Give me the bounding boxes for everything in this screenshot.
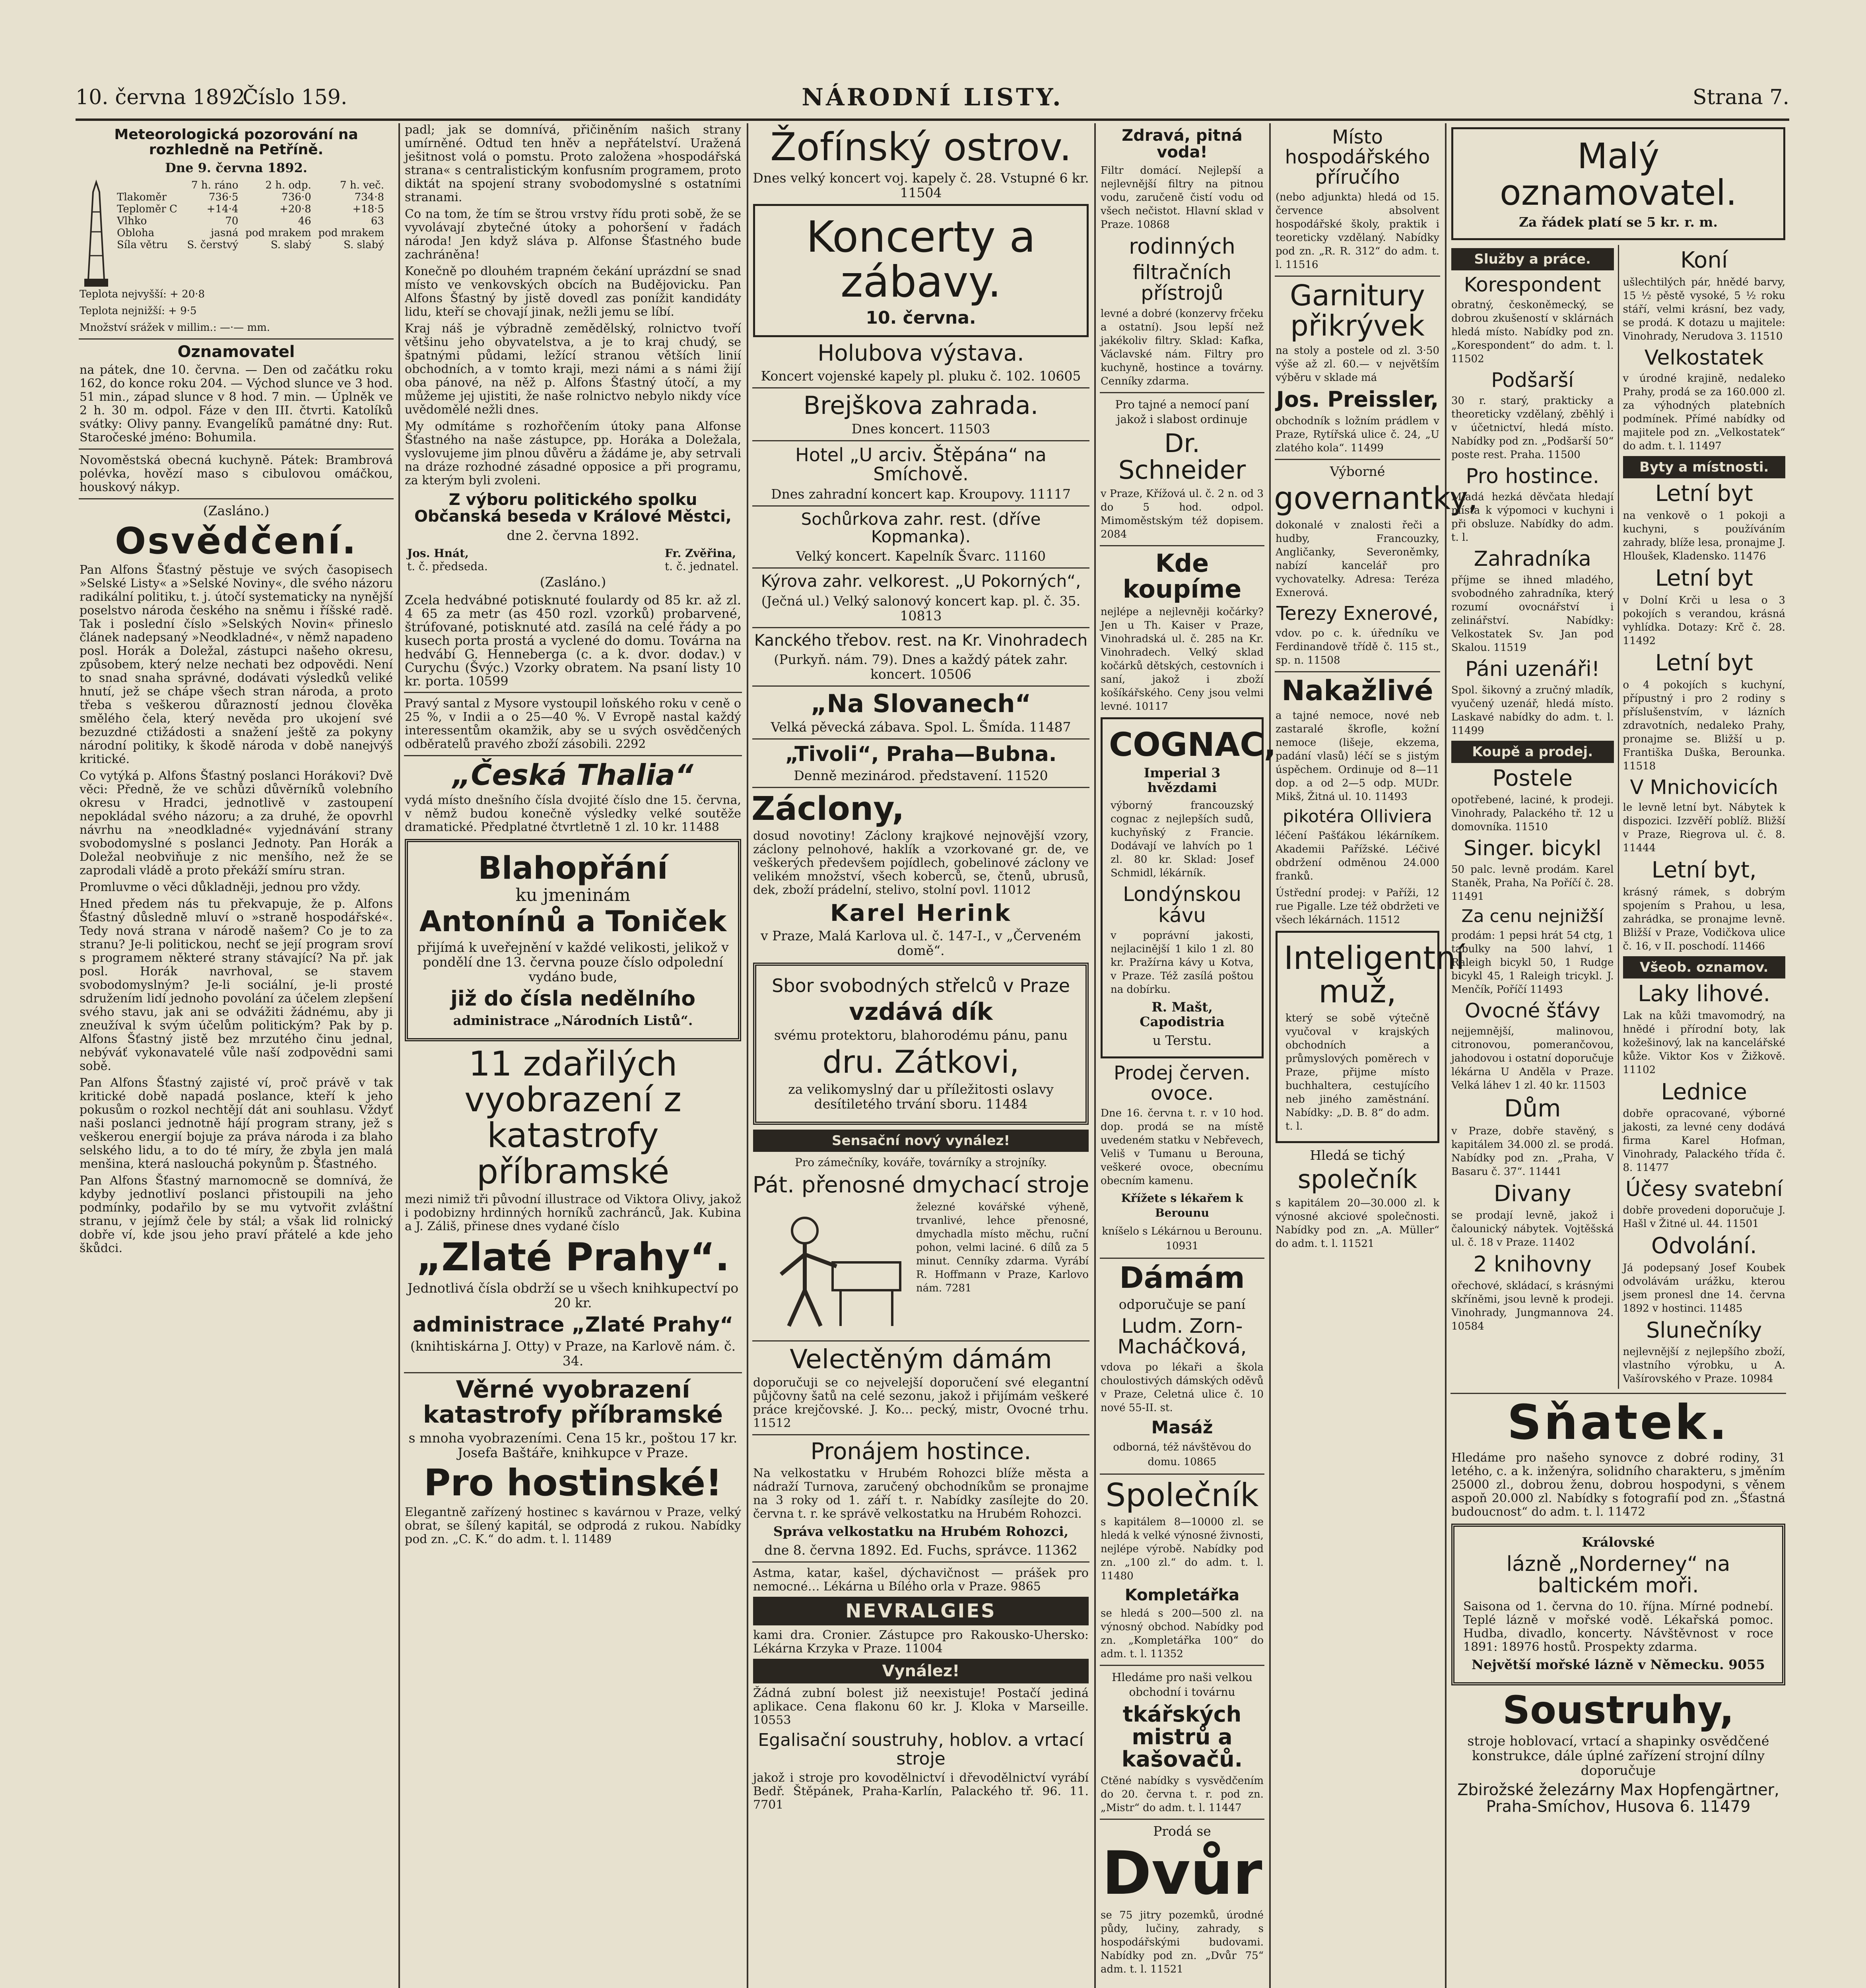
rule [752,1561,1089,1563]
lednice-text: dobře opracované, výborné jakosti, za levné ceny dodává firma Karel Hofman, Vinohrady, Palackého třída č. 8. 11477 [1623,1108,1785,1174]
egal-title: Egalisační soustruhy, hoblov. a vrtací stroje [758,1730,1084,1769]
podsarsi-title: Podšarší [1491,369,1574,392]
governantky-text: dokonalé v znalosti řeči a hudby, Francouzky, Angličanky, Severoněmky, nabízí kancelář pro vychovatelky. Adresa: Teréza Exnerová. [1276,519,1439,599]
egal-text: jakož i stroje pro kovodělnictví i dřevodělnictví vyrábí Bedř. Štěpánek, Praha-Karlín, Palackého tř. 96. 11. 7701 [753,1771,1089,1812]
rule [1275,276,1440,277]
letni-byt-title: Letní byt [1655,565,1753,591]
zorn-title: Ludm. Zorn-Macháčková, [1117,1314,1247,1359]
exner-title: Terezy Exnerové, [1276,602,1439,625]
divany-title: Divany [1493,1180,1571,1207]
ovoce-title: Prodej červen. ovoce. [1113,1062,1250,1105]
rule [1100,1819,1264,1820]
meteo-row: Teploměr C +14·4 +20·8 +18·5 [117,203,384,215]
kanc-title: Kanckého třebov. rest. na Kr. Vinohradech [754,631,1088,650]
maly-oznamovatel-box: Malý oznamovatel. Za řádek platí se 5 kr. r. m. [1451,127,1785,240]
column-1 [76,123,397,1988]
oznamovatel-title: Oznamovatel [177,342,295,361]
section-sluzby: Služby a práce. [1451,248,1614,270]
spolecnik-title: Společník [1105,1477,1259,1514]
thalia-text: vydá místo dnešního čísla dvojité číslo dne 15. června, v němž budou konečně výsledky velké soutěže dramatické. Předplatné čtvrtletně 1 zl. 10 kr. 11488 [405,793,741,834]
oznamovatel-text: na pátek, dne 10. června. — Den od začátku roku 162, do konce roku 204. — Východ slunce ve 3 hod. 51 min., západ slunce v 8 hod. 7 min. — Úplněk ve 2 h. 30 m. odpol. Fáze v den III. čtvrti. Katolíků svátky: Olivy panny. Evangelíků památné dny: Rut. Staročeské jméno: Bohumila. [80,363,393,445]
letni-byt-title: Letní byt, [1651,857,1757,883]
zaclony-title: Záclony, [751,790,905,828]
pokorny-text: (Ječná ul.) Velký salonový koncert kap. pl. č. 35. 10813 [761,593,1081,623]
rule [1100,1474,1264,1475]
rule [752,685,1089,687]
foulardy-ad: Zcela hedvábné potisknuté foulardy od 85 kr. až zl. 4 65 za metr (as 450 rozl. vzorků) probarvené, štrúfované, potisknuté atd. zasílá na celé řády a po kusech porta prostá a vyclené do domu. Továrna na hedvábí G. Henneberga (c. a k. dvor. dodav.) v Curychu (Švýc.) Vzorky obratem. Na psaní listy 10 kr. porta. 10599 [405,592,741,689]
pokorny-title: Kýrova zahr. velkorest. „U Pokorných“, [761,571,1081,591]
dum-title: Dům [1504,1094,1561,1122]
postele-text: opotřebené, laciné, k prodeji. Vinohrady, Palackého tř. 12 u domovníka. 11510 [1451,794,1614,833]
issue-number: Číslo 159. [243,85,348,109]
osvedceni-paragraph: Co vytýká p. Alfons Šťastný poslanci Horákovi? Dvě věci: Předně, že ve schůzi důvěrníků volebního okresu v Hradci, jednotlivě v zastoupení nepokládal svého názoru; a za druhé, že opovrhl návrhu na »neodkladné« vyjednávání strany svobodomyslné s poslanci Jednoty. Pan Horák a Doležal neobviňuje z nic menšího, než že se zaprodali vládě a proto překáží smíru stran. [80,769,393,878]
hostince-title: Pro hostince. [1466,464,1600,488]
hleda-text: Hledáme pro naši velkou obchodní i továrnu [1112,1671,1252,1699]
zofin-text: Dnes velký koncert voj. kapely č. 28. Vstupné 6 kr. 11504 [753,170,1089,200]
column-divider [1094,123,1096,1988]
snatek-title: Sňatek. [1507,1395,1730,1450]
rule [1100,545,1264,546]
krizet-text: kníšelo s Lékárnou u Berounu. 10931 [1102,1225,1262,1252]
damam2-text: odporučuje se paní [1118,1296,1246,1312]
meteo-row: Tlakoměr 736·5 736·0 734·8 [117,191,384,203]
astma-ad: Astma, katar, kašel, dýchavičnost — prášek pro nemocné… Lékárna u Bílého orla v Praze. 9865 [753,1566,1089,1594]
rule [752,627,1089,628]
zlate-prahy-text: Jednotlivá čísla obdrží se u všech knihkupectví po 20 kr. [407,1280,739,1310]
velkostatek-title: Velkostatek [1644,346,1764,370]
hostince-text: Mladá hezká děvčata hledají místa k výpomoci v kuchyni i při obsluze. Nabídky do adm. t. l. [1451,491,1614,544]
column-divider [747,123,748,1988]
thalia-title: „Česká Thalia“ [452,758,693,792]
meteo-date: Dne 9. června 1892. [165,160,307,175]
rule [79,338,394,340]
spolecnik-text: s kapitálem 8—10000 zl. se hledá k velké výnosné živnosti, nejlépe výrobě. Nabídky pod zn. „100 zl.“ do adm. t. l. 11480 [1101,1516,1264,1582]
zorn-text: vdova po lékaři a škola choulostivých dámských oděvů v Praze, Celetná ulice č. 10 nové 55-II. st. [1101,1361,1264,1414]
stepan-text: Dnes zahradní koncert kap. Kroupovy. 11117 [771,486,1071,502]
hostinec-date: dne 8. června 1892. Ed. Fuchs, správce. 11362 [764,1542,1078,1558]
rule [404,1372,742,1373]
rule [1100,1258,1264,1259]
meteo-table: 7 h. ráno 2 h. odp. 7 h. več. Tlakoměr 736·5 736·0 734·8 Teploměr C +14·4 +20·8 +18·5 Vlhko 70 46 63 Obloha jasná pod mrakem pod mrakem Síla větru S. čerstvý S. slabý S. slabý [115,179,386,251]
damam-title: Velectěným dámám [790,1344,1052,1375]
holubova-text: Koncert vojenské kapely pl. pluku č. 102. 10605 [761,368,1081,384]
spolecnik2-title: společník [1297,1165,1417,1195]
slovanech-text: Velká pěvecká zábava. Spol. L. Šmída. 11487 [771,719,1071,735]
dymchci-banner: Sensační nový vynález! [753,1130,1089,1152]
koupime-title: Kde koupíme [1122,549,1242,604]
hostinec-signature: Správa velkostatku na Hrubém Rohozci, [773,1524,1069,1540]
classified-columns [1447,245,1789,1389]
stepan-title: Hotel „U arciv. Štěpána“ na Smíchově. [795,444,1047,485]
osvedceni-paragraph: Pan Alfons Šťastný pěstuje ve svých časopisech »Selské Listy« a »Selské Noviny«, dle svého názoru radikální politiku, t. j. útočí systematicky na nynější poselstvo národa českého na sněmu i říšské radě. Tak i poslední číslo »Selských Novin« přineslo článek nadepsaný »Neodkladné«, v němž napadeno posl. Horák a Doležal, zástupci našeho okresu, způsobem, který nelze nechati bez odpovědi. Není to snad snaha správné, dodávati výsledků veliké hnutí, jež se chápe všech stran národa, a proto třeba s veškerou důrazností jednou člověka smělého čela, který nevěda pro ukojení své bezuzdné ctižádosti a snažení ještě za pokyny národní politiky, k škodě národa v době nanejvýš kritické. [80,563,393,767]
postele-title: Postele [1492,765,1573,791]
koni-text: ušlechtilých pár, hnědé barvy, 15 ½ pěstě vysoké, 5 ½ roku stáří, velmi krásní, bez vady, se prodá. K dotazu u majitele: Vinohrady, Nerudova 3. 11510 [1623,276,1785,342]
letni-byt-text: o 4 pokojích s kuchyní, přípustný i pro 2 rodiny s příslušenstvím, v lázních zdravotních, nedaleko Prahy, pronajme se. Bližší u p. Františka Duška, Berounka. 11518 [1623,679,1785,772]
misto-text: (nebo adjunkta) hledá od 15. července absolvent hospodářské školy, praktik i teoreticky vzdělaný. Nabídky pod zn. „R. R. 312“ do adm. t. l. 11516 [1276,191,1439,271]
mnichovice-title: V Mnichovicích [1630,775,1779,799]
tivoli-title: „Tivoli“, Praha—Bubna. [785,742,1057,766]
spolecnik2-pre: Hledá se tichý [1310,1147,1405,1163]
podsarsi-text: 30 r. starý, prakticky a theoreticky vzdělaný, zběhlý i v účetnictví, hledá místo. Nabídky pod zn. „Podšarší 50“ poste rest. Praha. 11500 [1451,394,1614,461]
tivoli-text: Denně mezinárod. představení. 11520 [794,768,1048,784]
vynalez-text: Žádná zubní bolest již neexistuje! Postačí jediná aplikace. Cena flakonu 60 kr. J. Kloka v Marseille. 10553 [753,1686,1089,1728]
vyobrazeni-text: s mnoha vyobrazeními. Cena 15 kr., poštou 17 kr. Josefa Baštáře, knihkupce v Praze. [408,1430,738,1461]
pribram-title: 11 zdařilých vyobrazení z katastrofy příbramské [464,1044,682,1192]
uzenari-text: Spol. šikovný a zručný mladík, vyučený uzenář, hledá místo. Laskavé nabídky do adm. t. l. 11499 [1451,684,1614,737]
section-koupe: Koupě a prodej. [1451,741,1614,763]
nevralgie-banner: NEVRALGIES [753,1597,1089,1625]
page-number: Strana 7. [1692,85,1789,109]
knihovny-text: ořechové, skládací, s krásnými skříněmi, jsou levně k prodeji. Vinohrady, Jungmannova 24. 10584 [1451,1280,1614,1333]
ucesy-text: dobře provedeni doporučuje J. Hašl v Žitné ul. 44. 11501 [1623,1204,1785,1230]
rule [1100,392,1264,393]
header-rule [76,118,1789,121]
pribram-text: mezi nimiž tři původní illustrace od Viktora Olivy, jakož i podobizny hrdinných horníků zachránců, Jak. Kubina a J. Záliš, přinese dnes vydané číslo [405,1192,741,1233]
rule [752,1434,1089,1435]
ovocne-title: Ovocné šťávy [1464,999,1600,1023]
korespondent-title: Korespondent [1464,273,1601,296]
letni-byt-text: v Dolní Krči u lesa o 3 pokojích s verandou, krásná vyhlídka. Dotazy: Krč č. 28. 11492 [1623,594,1785,647]
preissler-text: obchodník s ložním prádlem v Praze, Rytířská ulice č. 24, „U zlatého kola“. 11499 [1276,415,1439,454]
singer-title: Singer. bicykl [1464,837,1602,861]
zaclony-text: dosud novotiny! Záclony krajkové nejnovější vzory, záclony pelnohové, haklík a vzorkované gr. de, ve veškerých předevšem pojídlech, gobelinové záclony ve velikém množství, všech koberců, se, čtenů, ubrusů, dek, zboží prádelní, stelivo, stolní povl. 11012 [753,829,1089,897]
article-paragraph: Kraj náš je výbradně zemědělský, rolnictvo tvoří většinu jeho obyvatelstva, a je to kraj chudý, se špatnými půdami, ležící stranou větších linií obchodních, a v tomto kraji, mezi námi a s námi žijí oba pánové, na něž p. Alfons Šťastný útočí, a my můžeme jej ujistiti, že naše rolnictvo nebylo nikdy více uvědomělé nežli dnes. [405,322,741,417]
zahradnik-text: příjme se ihned mladého, svobodného zahradníka, který rozumí ovocnářství i zelinářství. Nabídky: Velkostatek Sv. Jan pod Skalou. 11519 [1451,574,1614,654]
soustruhy-text: stroje hoblovací, vrtací a shapinky osvědčené konstrukce, dále úplné zařízení strojní dílny doporučuje [1467,1733,1769,1778]
uzenari-title: Páni uzenáři! [1465,657,1600,681]
brejska-text: Dnes koncert. 11503 [851,421,990,437]
section-byty: Byty a místnosti. [1623,456,1786,478]
kompl-title: Kompletářka [1124,1586,1240,1604]
letni-byt-title: Letní byt [1655,650,1753,676]
vybor-date: dne 2. června 1892. [507,528,639,543]
osvedceni-paragraph: Pan Alfons Šťastný zajisté ví, proč právě v tak kritické době napadá poslance, kteří k jeho pokusům o rozkol nechtějí dát ani souhlasu. Vždyť naši poslanci jednotně hájí program strany, jež s veškerou energií bojuje za práva národa i za blaho selského lidu, a to do té míry, že zbyla jen malá menšina, která naslouchá pokynům p. Šťastného. [80,1076,393,1171]
divany-text: se prodají levně, jakož i čalounický nábytek. Vojtěšská ul. č. 18 v Praze. 11402 [1451,1209,1614,1249]
exner-text: vdov. po c. k. úředníku ve Ferdinandově třídě č. 115 st., sp. n. 11508 [1276,627,1439,667]
odvolani-title: Odvolání. [1651,1233,1757,1259]
misto-title: Místo hospodářského příručího [1285,126,1430,188]
dvur-title: Dvůr [1102,1839,1262,1908]
slunecniky-title: Slunečníky [1646,1317,1762,1343]
article-paragraph: Co na tom, že tím se štrou vrstvy řídu proti sobě, že se vyvolávají zbytečné útoky a pohoršení v řadách národa! Jen když sláva p. Alfonse Šťastného bude zachráněna! [405,207,741,262]
column-2 [401,123,745,1988]
dymchci-sub: Pro zámečníky, kováře, továrníky a strojníky. [795,1156,1047,1169]
velkostatek-text: v úrodné krajině, nedaleko Prahy, prodá se za 160.000 zl. za výhodných platebních podmínek. Přímé nabídky od majitele pod zn. „Velkostatek“ do adm. t. l. 11497 [1623,373,1785,452]
schneider-text: v Praze, Křížová ul. č. 2 n. od 3 do 5 hod. odpol. Mimoměstským též dopisem. 2084 [1101,488,1264,541]
letni-byt-text: krásný rámek, s dobrým spojením s Prahou, u lesa, zahrádka, se pronajme levně. Bližší v Praze, Vodičkova ulice č. 16, v II. poschodí. 11466 [1623,886,1785,952]
filtr-title: filtračních přístrojů [1132,260,1232,305]
dum-text: v Praze, dobře stavěný, s kapitálem 34.000 zl. se prodá. Nabídky pod zn. „Praha, V Basaru č. 37“. 11441 [1451,1125,1614,1178]
letni-byt-text: na venkově o 1 pokoji a kuchyni, s používáním zahrady, blíže lesa, pronajme J. Hloušek, Kladensko. 11476 [1623,509,1785,562]
slovanech-title: „Na Slovanech“ [810,689,1031,718]
vyborne-label: Výborné [1330,464,1385,480]
slunecniky-text: nejlevnější z nejlepšího zboží, vlastního výrobku, u A. Vašírovského v Praze. 10984 [1623,1345,1785,1385]
spolecnik2-text: s kapitálem 20—30.000 zl. k výnosné akciové společnosti. Nabídky pod zn. „A. Müller“ do adm. t. l. 11521 [1276,1197,1439,1250]
krizet-title: Křížete s lékařem k Berounu [1121,1192,1243,1220]
dymchci-title: Pát. přenosné dmychací stroje [752,1172,1089,1198]
oliveira-text: léčení Pašťákou lékárníkem. Akademii Pařížské. Léčivé obdržení odměnou 24.000 franků. [1276,830,1439,883]
rule [1100,1665,1264,1666]
rule [404,755,742,756]
koncerty-box: Koncerty a zábavy. 10. června. [753,204,1089,337]
dvur-text: se 75 jitry pozemků, úrodné půdy, lučiny, zahrady, s hospodářskými budovami. Nabídky pod zn. „Dvůr 75“ adm. t. l. 11521 [1101,1909,1264,1975]
letni-byt-title: Letní byt [1655,481,1753,507]
mistru-title: tkářských mistrů a kašovačů. [1121,1702,1243,1772]
rule [79,448,394,450]
ovocne-text: nejjemnější, malinovou, citronovou, pomerančovou, jahodovou i ostatní doporučuje lékárna U Anděla v Praze. Velká láhev 1 zl. 40 kr. 11503 [1451,1025,1614,1091]
column-5 [1272,123,1478,1988]
rule [1450,1393,1786,1394]
article-paragraph: My odmítáme s rozhořčením útoky pana Alfonse Šťastného na naše zástupce, pp. Horáka a Doležala, vyslovujeme jim plnou důvěru a žádáme je, aby setrvali na dráze rozhodné zásadné opposice a při programu, za kterým byli zvoleni. [405,419,741,487]
rodinnych-label: rodinných [1129,234,1235,259]
kanc-text: (Purkyň. nám. 79). Dnes a každý pátek zahr. koncert. 10506 [774,651,1068,682]
hostinec-title: Pronájem hostince. [810,1438,1031,1465]
rule [1275,459,1440,460]
column-3 [749,123,1093,1988]
damam2-title: Dámám [1119,1261,1245,1295]
soustruhy-title: Soustruhy, [1502,1687,1734,1732]
brejska-title: Brejškova zahrada. [803,390,1039,420]
classified-left [1447,245,1619,1389]
garnitury-text: na stoly a postele od zl. 3·50 výše až zl. 60.— v největším výběru v sklade má [1276,345,1439,384]
zlate-prahy-admin: administrace „Zlaté Prahy“ [412,1312,734,1337]
masaz-title: Masáž [1151,1417,1213,1438]
meteo-row: Síla větru S. čerstvý S. slabý S. slabý [117,239,384,251]
zdrava-title: Zdravá, pitná voda! [1122,126,1243,161]
mnichovice-text: le levně letní byt. Nábytek k dispozici. Izzvěří poblíž. Bližší v Praze, Riegrova ul. č. 8. 11444 [1623,802,1785,854]
blacksmith-icon [753,1203,912,1338]
rule [752,505,1089,507]
rule [79,498,394,499]
signatures: Jos. Hnát, t. č. předseda. Fr. Zvěřina, t. č. jednatel. [407,547,739,573]
schneider-title: Dr. Schneider [1118,429,1246,485]
ceny-title: Za cenu nejnižší [1461,906,1604,926]
column-6 [1447,123,1789,1988]
governantky-title: governantky, [1274,481,1478,517]
dymchci-text: železné kovářské výheně, trvanlivé, lehce přenosné, dmychadla místo měchu, ruční pohon, velmi laciné. 6 dílů za 5 minut. Cenníky zdarma. Vyrábí R. Hoffmann v Praze, Karlovo nám. 7281 [916,1201,1089,1295]
osvedceni-paragraph: Pan Alfons Šťastný marnomocně se domnívá, že kdyby jednotliví poslanci přistoupili na jeho podmínky, podařilo by se mu vytvořit zvláštní stranu, v jejímž čele by stál; a však lid rolnický dobře ví, kde jsou jeho praví přátelé a kde jeho škůdci. [80,1174,393,1256]
rule [752,567,1089,569]
paris-text: Ústřední prodej: v Paříži, 12 rue Pigalle. Lze též obdržeti ve všech lékárnách. 11512 [1276,887,1439,926]
hostinske-title: Pro hostinské! [423,1462,722,1505]
zaslano-label: (Zasláno.) [540,574,606,590]
meteo-row: Obloha jasná pod mrakem pod mrakem [117,227,384,239]
rule [752,440,1089,441]
hopfengartner: Zbirožské železárny Max Hopfengärtner, Praha-Smíchov, Husova 6. 11479 [1457,1780,1779,1816]
mistru-text: Ctěné nabídky s vysvědčením do 20. června t. r. pod zn. „Mistr“ do adm. t. l. 11447 [1101,1775,1264,1814]
rule [752,387,1089,388]
rule [752,787,1089,788]
nevralgie-text: kami dra. Cronier. Zástupce pro Rakousko-Uhersko: Lékárna Krzyka v Praze. 11004 [753,1628,1089,1656]
rule [752,1340,1089,1342]
column-divider [398,123,400,1988]
kuchyne-text: Novoměstská obecná kuchyně. Pátek: Brambrová polévka, hovězí maso s cibulovou omáčkou, houskový nákyp. [80,453,393,494]
hostinec-text: Na velkostatku v Hrubém Rohozci blíže města a nádraží Turnova, zaručený obchodníkům se pronajme na 3 roky od 1. září t. r. Nabídky zasílejte do 20. června t. r. ke správě velkostatku na Hrubém Rohozci. [753,1466,1089,1521]
garnitury-title: Garnitury přikrývek [1290,279,1425,342]
odvolani-text: Já podepsaný Josef Koubek odvolávám urážku, kterou jsem pronesl dne 14. června 1892 v hostinci. 11485 [1623,1262,1785,1314]
osvedceni-paragraph: Hned předem nás tu překvapuje, že p. Alfons Šťastný důsledně mluví o »straně hospodářské«. Tedy nová strana v národě našem? Co je to za stranu? Je-li politickou, nechť se její program sroví s programem některé strany stávající? Na př. jak posl. Horák navrhoval, se stavem svobodomyslným? Je-li sociální, je-li prosté sdružením lidí jednoho povolání za účelem zlepšení svého stavu, jak ani se odvážiti žádnému, aby ji zneužíval k svým účelům politickým? Pak by p. Alfons Šťastný jistě bez mrzutého činu jednal, nebýváť vykonavatelé vůle naší zodpovědni sami sobě. [80,897,393,1074]
lazne-box: Královské lázně „Norderney“ na baltickém moři. Saisona od 1. června do 10. října. Mírné podnebí. Teplé lázně v mořské vodě. Lékařská pomoc. Hudba, divadlo, koncerty. Návštěvnost v roce 1891: 18976 hostů. Prospekty zdarma. Největší mořské lázně v Německu. 9055 [1451,1524,1785,1685]
koupime-text: nejlépe a nejlevněji kočárky? Jen u Th. Kaiser v Praze, Vinohradská ul. č. 285 na Kr. Vinohradech. Velký sklad kočárků dětských, cestovních i saní, jakož i zboží košíkářského. Ceny jsou velmi levné. 10117 [1101,606,1264,713]
issue-date: 10. června 1892. [76,85,252,109]
zlate-prahy-address: (knihtiskárna J. Otty) v Praze, na Karlově nám. č. 34. [410,1338,736,1369]
cognac-box: COGNAC, Imperial 3 hvězdami výborný francouzský cognac z nejlepších sudů, kuchyňský z Francie. Dodávají ve lahvích po 1 zl. 80 kr. Sklad: Josef Schmidl, lékárník. Londýnskou kávu v poprávní jakosti, nejlacinější 1 kilo 1 zl. 80 kr. Pražírna kávy u Kotva, v Praze. Též zasílá poštou na dobírku. R. Mašt, Capodistria u Terstu. [1101,717,1264,1058]
kompl-text: se hledá s 200—500 zl. na výnosný obchod. Nabídky pod zn. „Kompletářka 100“ do adm. t. l. 11352 [1101,1607,1264,1660]
zlate-prahy-title: „Zlaté Prahy“. [416,1235,730,1279]
intel-box: Inteligentní muž, který se sobě výtečně vyučoval v krajských obchodních a průmyslových poměrech v Praze, přijme místo buchhaltera, cestujícího neb jiného zaměstnání. Nabídky: „D. B. 8“ do adm. t. l. [1276,931,1439,1143]
petrin-tower-icon [80,180,112,287]
ceny-text: prodám: 1 pepsi hrát 54 ctg, 1 tabulky na 500 lahví, 1 Raleigh bicykl 50, 1 Rudge bicykl 45, 1 Raleigh tricykl. J. Menčík, Poříčí 11493 [1451,930,1614,996]
column-divider [1445,123,1447,1988]
damam-text: doporučuji se co nejvelejší doporučení své elegantní půjčovny šatů na celé sezonu, jakož i přijímám veškeré práce krejčovské. J. Ko… pecký, mistr, Ovocné trhu. 11512 [753,1376,1089,1431]
ucesy-title: Účesy svatební [1625,1177,1783,1202]
oliveira-title: pikotéra Olliviera [1282,806,1433,827]
knihovny-title: 2 knihovny [1473,1252,1592,1277]
nakazlive-title: Nakažlivé [1282,674,1433,707]
kopmanka-text: Velký koncert. Kapelník Švarc. 11160 [796,548,1046,564]
santal-ad: Pravý santal z Mysore vystoupil loňského roku v ceně o 25 %, v Indii a o 25—40 %. V Evropě nastal každý interessentům okamžik, aby se u svých osvědčených odběratelů pravého zboží zásobili. 2292 [405,697,741,751]
zaslano-label: (Zasláno.) [203,503,270,518]
herink-title: Karel Herink [830,899,1012,927]
lednice-title: Lednice [1661,1079,1747,1105]
herink-text: v Praze, Malá Karlova ul. č. 147-I., v „Červeném domě“. [760,928,1082,959]
zdrava-text: Filtr domácí. Nejlepší a nejlevnější filtry na pitnou vodu, zaručeně čistí vodu od všech nečistot. Hlavní sklad v Praze. 10868 [1101,165,1264,231]
column-divider [1269,123,1271,1988]
blahoprani-ad: Blahopřání ku jmeninám Antonínů a Toniček přijímá k uveřejnění v každé velikosti, jelikož v pondělí dne 13. června pouze číslo odpolední vydáno bude, již do čísla nedělního administrace „Národních Listů“. [405,839,741,1041]
vybor-title: Z výboru politického spolku Občanská beseda v Králové Městci, [414,491,732,526]
column-4 [1097,123,1276,1988]
strelci-box: Sbor svobodných střelců v Praze vzdává dík svému protektoru, blahorodému pánu, panu dru. Zátkovi, za velikomyslný dar u příležitosti oslavy desítiletého trvání sboru. 11484 [753,963,1089,1125]
article-paragraph: Konečně po dlouhém trapném čekání uprázdní se snad místo ve venkovských obcích na Budějovicku. Pan Alfons Šťastný by jistě dovedl zas ponížit kandidáty lidu, kteří se chovají jinak, nežli jemu se líbí. [405,264,741,319]
filtr-text: levné a dobré (konzervy frčeku a ostatní). Jsou lepší než jakékoliv filtry. Sklad: Kafka, Václavské nám. Filtry pro kuchyně, hostince a továrny. Cenníky zdarma. [1101,307,1264,387]
kopmanka-title: Sochůrkova zahr. rest. (dříve Kopmanka). [801,509,1041,547]
osvedceni-paragraph: Promluvme o věci důkladněji, jednou pro vždy. [80,880,361,895]
dvur-pre: Prodá se [1153,1823,1211,1839]
classified-right [1619,245,1790,1389]
holubova-title: Holubova výstava. [817,340,1024,366]
vyobrazeni-title: Věrné vyobrazení katastrofy příbramské [423,1376,723,1429]
page-header [76,82,1789,117]
koni-title: Koní [1680,247,1728,273]
meteo-title: Meteorologická pozorování na rozhledně na Petříně. [114,126,358,158]
meteo-row: Vlhko 70 46 63 [117,215,384,227]
korespondent-text: obratný, českoněmecký, se dobrou zkušeností v sklárnách hledá místo. Nabídky pod zn. „Korespondent“ do adm. t. l. 11502 [1451,299,1614,365]
meteo-extra-2: Teplota nejnižší: + 9·5 [80,305,197,317]
meteo-extra-1: Teplota nejvyšší: + 20·8 [80,288,205,300]
section-vseob: Všeob. oznamov. [1623,956,1786,978]
meteo-extra-3: Množství srážek v millim.: —·— mm. [80,321,270,334]
rule [404,692,742,693]
masthead: NÁRODNÍ LISTY. [802,83,1063,111]
laky-text: Lak na kůži tmavomodrý, na hnědé i přírodní boty, lak kožešinový, lak na kancelářské kůže. Viktor Kos v Žižkově. 11102 [1623,1010,1785,1076]
singer-text: 50 palc. levně prodám. Karel Staněk, Praha, Na Poříčí č. 28. 11491 [1451,863,1614,903]
snatek-text: Hledáme pro našeho synovce z dobré rodiny, 31 letého, c. a k. inženýra, solidního charakteru, s jměním 25000 zl., dobrou ženu, dobrou hospodyni, s věnem aspoň 20.000 zl. Nabídky s fotografií pod zn. „Šťastná budoucnost“ do adm. t. l. 11472 [1451,1450,1785,1519]
hostinske-text: Elegantně zařízený hostinec s kavárnou v Praze, velký obrat, se šílený kapitál, se odprodá z rukou. Nabídky pod zn. „C. K.“ do adm. t. l. 11489 [405,1505,741,1546]
zahradnik-title: Zahradníka [1474,547,1591,571]
vynalez-banner: Vynález! [753,1659,1089,1683]
laky-title: Laky lihové. [1638,980,1771,1007]
osvedceni-title: Osvědčení. [115,519,358,562]
article-paragraph: padl; jak se domnívá, přičiněním našich strany umírněné. Odtud ten hněv a nepřátelství. Uražená ješitnost volá o pomstu. Proto založena »hospodářská strana« s centralistickým konfusním programem, proto diktát na spojení strany svobodomyslné s ostatními stranami. [405,123,741,204]
nakazlive-text: a tajné nemoce, nové neb zastaralé škrofle, kožní nemoce (lišeje, ekzema, padání vlasů) léčí se s jistým úspěchem. Ordinuje od 8—11 dop. a od 2—5 odp. MUDr. Mikš, Žitná ul. 10. 11493 [1276,709,1439,803]
rule [1275,671,1440,672]
tajne-text: Pro tajné a nemocí paní jakož i slabost ordinuje [1115,398,1249,426]
preissler-title: Jos. Preissler, [1276,387,1439,412]
rule [752,738,1089,740]
masaz-text: odborná, též návštěvou do domu. 10865 [1113,1441,1251,1468]
ovoce-text: Dne 16. června t. r. v 10 hod. dop. prodá se na místě uvedeném statku v Nebřevech, Veliš v Tumanu u Berouna, veškeré ovoce, obecnímu obecním kamenu. [1101,1107,1264,1187]
zofin-title: Žofínský ostrov. [770,125,1072,169]
